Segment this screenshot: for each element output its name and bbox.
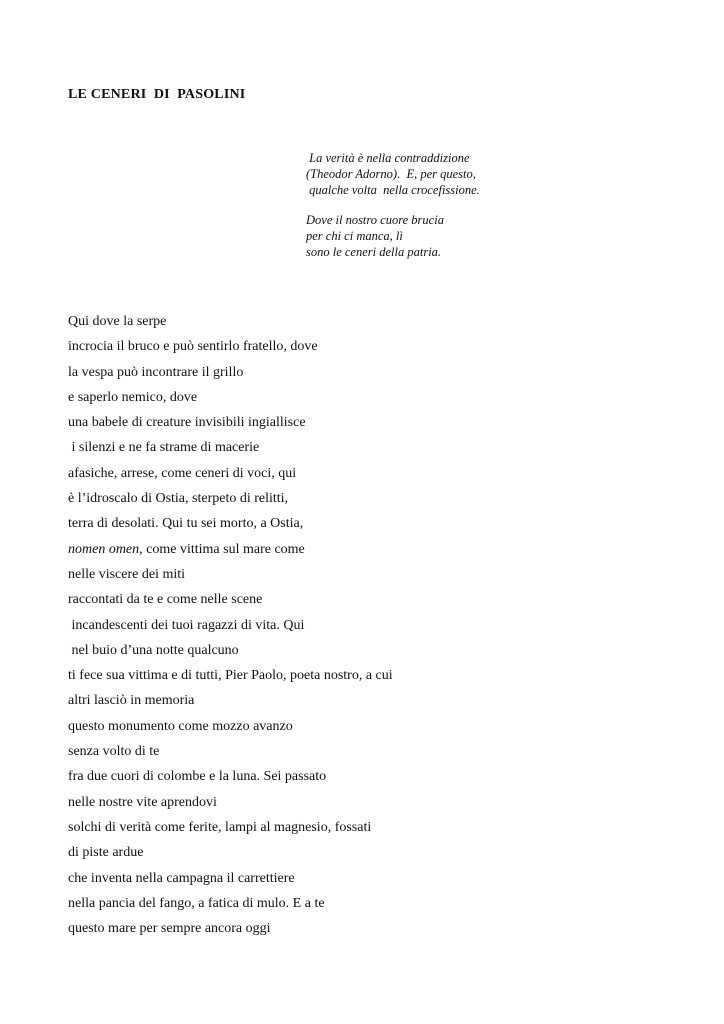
poem-body	[68, 312, 393, 944]
poem-line: senza volto di te	[68, 744, 160, 760]
epigraph-line: per chi ci manca, lì	[306, 229, 403, 243]
poem-line: questo monumento come mozzo avanzo	[68, 718, 293, 734]
poem-line: incrocia il bruco e può sentirlo fratello, dove	[68, 339, 318, 355]
poem-line: solchi di verità come ferite, lampi al magnesio, fossati	[68, 819, 372, 835]
poem-line: di piste ardue	[68, 845, 144, 861]
poem-line: e saperlo nemico, dove	[68, 389, 198, 405]
poem-line: afasiche, arrese, come ceneri di voci, qui	[68, 465, 297, 481]
poem-line-nomen-omen	[68, 540, 393, 565]
poem-line: che inventa nella campagna il carrettiere	[68, 870, 295, 886]
poem-line: ti fece sua vittima e di tutti, Pier Paolo, poeta nostro, a cui	[68, 668, 393, 684]
poem-line: incandescenti dei tuoi ragazzi di vita. Qui	[68, 617, 305, 633]
poem-line: fra due cuori di colombe e la luna. Sei passato	[68, 769, 327, 785]
poem-line-rest: , come vittima sul mare come	[139, 541, 305, 557]
poem-line: terra di desolati. Qui tu sei morto, a Ostia,	[68, 516, 304, 532]
poem-line: una babele di creature invisibili ingiallisce	[68, 415, 306, 431]
epigraph-line: sono le ceneri della patria.	[306, 245, 442, 259]
poem-line: raccontati da te e come nelle scene	[68, 592, 263, 608]
epigraph	[306, 150, 480, 260]
latin-phrase: nomen omen	[68, 541, 140, 557]
epigraph-line: (Theodor Adorno). E, per questo,	[306, 167, 476, 181]
poem-line: questo mare per sempre ancora oggi	[68, 921, 271, 937]
stanza-gap	[306, 198, 480, 212]
poem-line: nella pancia del fango, a fatica di mulo. E a te	[68, 895, 325, 911]
poem-line: è l’idroscalo di Ostia, sterpeto di relitti,	[68, 491, 289, 507]
poem-line: nelle nostre vite aprendovi	[68, 794, 217, 810]
epigraph-line: La verità è nella contraddizione	[306, 151, 470, 165]
poem-title: LE CENERI DI PASOLINI	[68, 87, 246, 102]
poem-line: Qui dove la serpe	[68, 314, 167, 329]
poem-line: la vespa può incontrare il grillo	[68, 364, 244, 380]
epigraph-line: qualche volta nella crocefissione.	[306, 183, 480, 197]
poem-line: nel buio d’una notte qualcuno	[68, 642, 239, 658]
poem-line: altri lasciò in memoria	[68, 693, 195, 709]
poem-line: i silenzi e ne fa strame di macerie	[68, 440, 260, 456]
epigraph-line: Dove il nostro cuore brucia	[306, 213, 444, 227]
poem-line: nelle viscere dei miti	[68, 566, 186, 582]
